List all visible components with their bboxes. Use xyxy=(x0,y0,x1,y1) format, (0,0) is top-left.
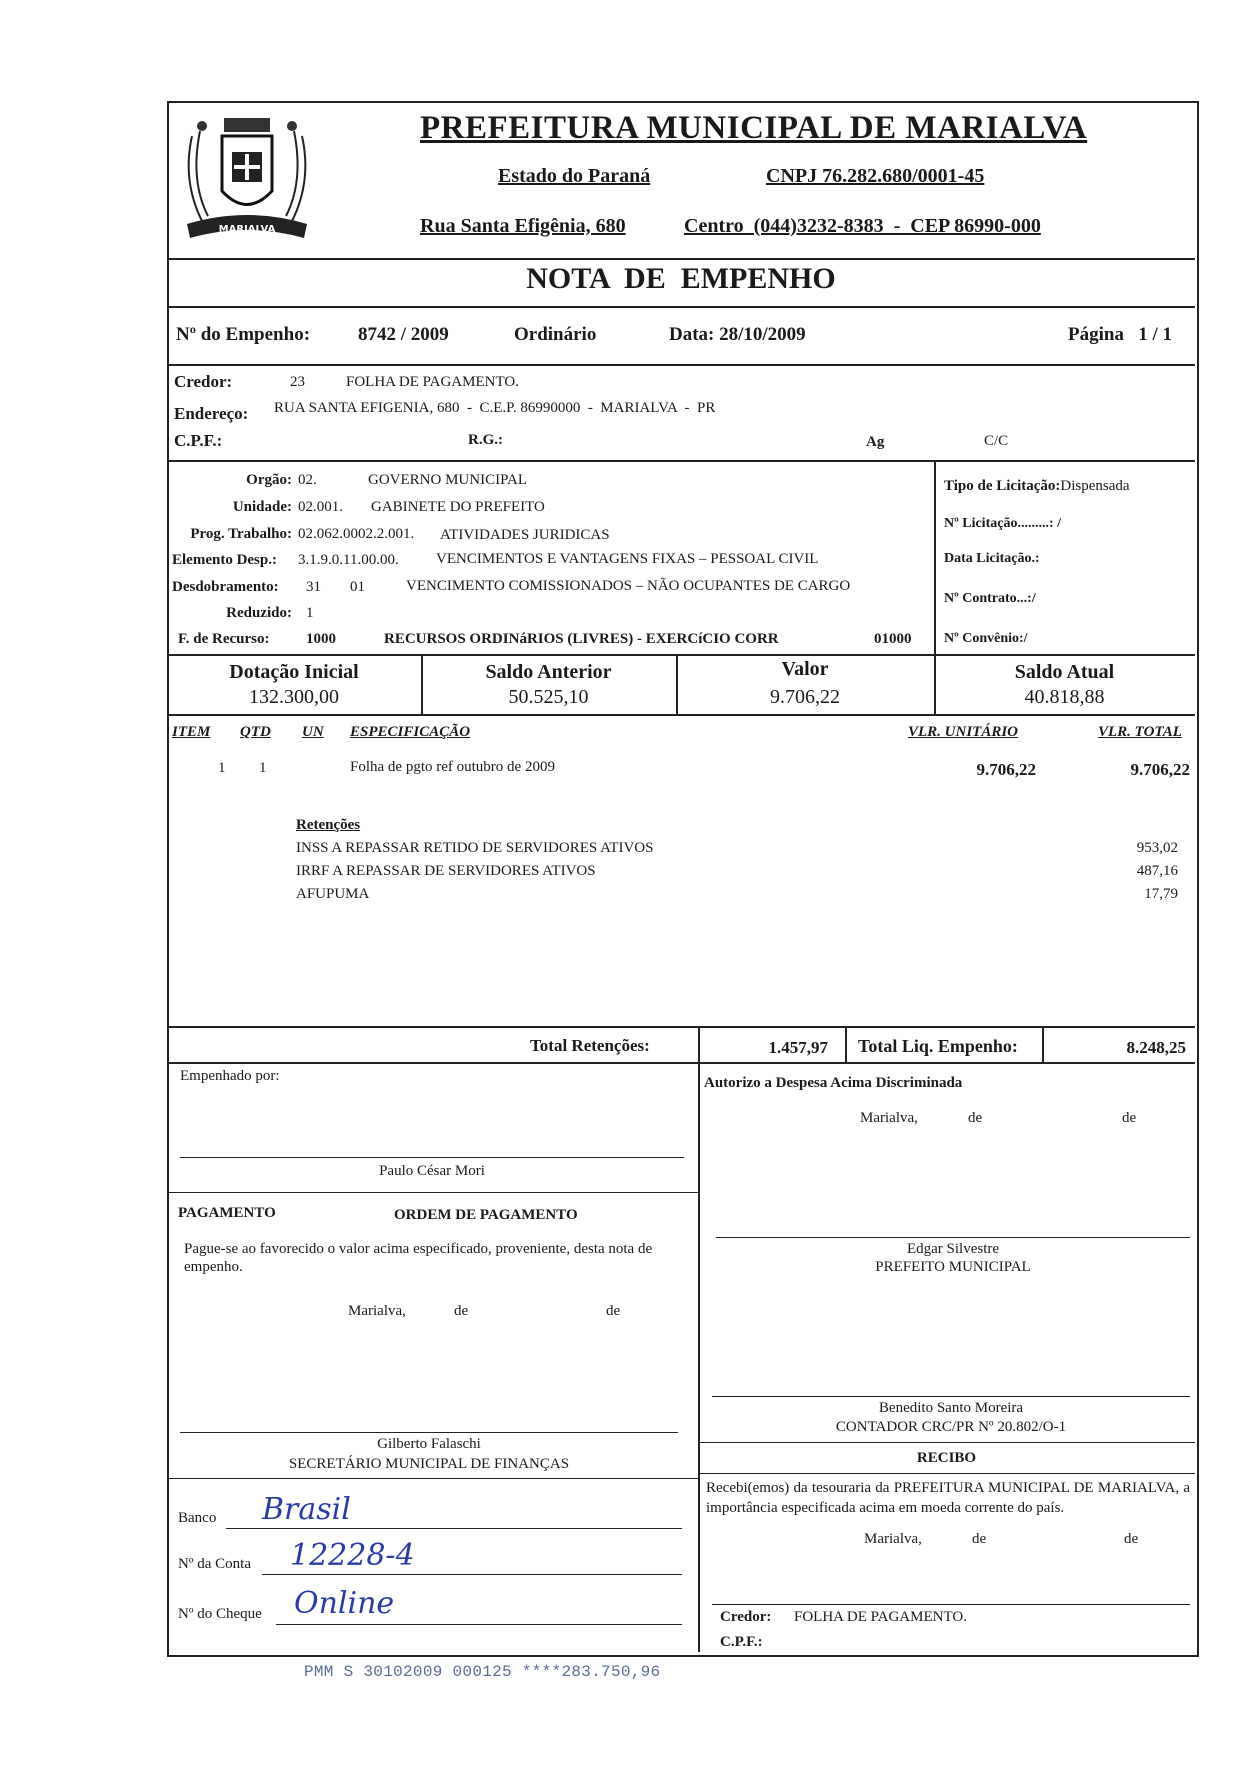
signature-line xyxy=(712,1604,1190,1605)
prog-label: Prog. Trabalho: xyxy=(190,526,292,542)
orgao-label: Orgão: xyxy=(246,472,292,488)
licitacao-tipo-label: Tipo de Licitação: xyxy=(944,478,1061,494)
contact-info: Centro (044)3232-8383 - CEP 86990-000 xyxy=(684,215,1041,237)
recibo-credor-label: Credor: xyxy=(720,1609,772,1625)
column-divider xyxy=(698,1062,700,1652)
coat-of-arms-icon xyxy=(172,106,322,256)
empenho-type: Ordinário xyxy=(514,324,597,345)
right-marialva-1: Marialva, xyxy=(860,1110,918,1126)
retencao-value: 487,16 xyxy=(1136,863,1178,879)
page-title: PREFEITURA MUNICIPAL DE MARIALVA xyxy=(420,110,1088,146)
document-title: NOTA DE EMPENHO xyxy=(526,262,836,295)
dotacao-label: Dotação Inicial xyxy=(229,661,359,683)
licitacao-data: Data Licitação.: xyxy=(944,551,1040,566)
payment-stamp: PMM S 30102009 000125 ****283.750,96 xyxy=(304,1663,661,1681)
desdobramento-label: Desdobramento: xyxy=(172,579,279,595)
banco-hand: Brasil xyxy=(262,1492,351,1527)
recibo-cpf-label: C.P.F.: xyxy=(720,1634,763,1650)
divider xyxy=(167,258,1195,260)
signature-line xyxy=(716,1237,1190,1238)
prog-code: 02.062.0002.2.001. xyxy=(298,526,415,542)
prefeito-cargo: PREFEITO MUNICIPAL xyxy=(875,1259,1031,1275)
reduzido-value: 1 xyxy=(306,605,314,621)
right-de-1a: de xyxy=(968,1110,983,1126)
desdobramento-code: 31 xyxy=(306,579,321,595)
unidade-code: 02.001. xyxy=(298,499,343,515)
pagamento-label: PAGAMENTO xyxy=(178,1205,276,1221)
retencao-value: 953,02 xyxy=(1136,840,1178,856)
cheque-line xyxy=(276,1624,682,1625)
banco-line xyxy=(226,1528,682,1529)
banco-label: Banco xyxy=(178,1510,217,1526)
saldo-anterior-label: Saldo Anterior xyxy=(485,661,612,683)
column-divider xyxy=(1042,1026,1044,1062)
valor-value: 9.706,22 xyxy=(770,686,840,708)
recibo-title: RECIBO xyxy=(916,1450,977,1466)
divider xyxy=(167,654,1195,656)
contador-cargo: CONTADOR CRC/PR Nº 20.802/O-1 xyxy=(835,1419,1067,1435)
divider xyxy=(167,1062,1195,1064)
ag-label: Ag xyxy=(866,434,885,450)
reduzido-label: Reduzido: xyxy=(226,605,292,621)
empenhado-label: Empenhado por: xyxy=(180,1068,280,1084)
column-divider xyxy=(845,1026,847,1062)
credor-label: Credor: xyxy=(174,372,233,391)
page-number: Página 1 / 1 xyxy=(1068,324,1172,345)
licitacao-numero: Nº Licitação.........: / xyxy=(944,516,1061,531)
valor-label: Valor xyxy=(781,658,829,680)
row-valor-unitario: 9.706,22 xyxy=(976,760,1036,779)
pague-text: Pague-se ao favorecido o valor acima especificado, proveniente, desta nota de empenho. xyxy=(184,1241,653,1275)
retencao-desc: AFUPUMA xyxy=(296,886,370,902)
row-item: 1 xyxy=(218,760,226,776)
licitacao-tipo-value: Dispensada xyxy=(1060,478,1130,494)
prefeito-nome: Edgar Silvestre xyxy=(906,1241,1000,1257)
orgao-name: GOVERNO MUNICIPAL xyxy=(368,472,528,488)
divider xyxy=(698,1442,1195,1443)
ordem-pagamento-label: ORDEM DE PAGAMENTO xyxy=(394,1207,578,1223)
right-de-2a: de xyxy=(972,1531,987,1547)
left-de-2: de xyxy=(606,1303,621,1319)
col-qtd: QTD xyxy=(240,724,271,740)
row-especificacao: Folha de pgto ref outubro de 2009 xyxy=(350,759,555,775)
recurso-name: RECURSOS ORDINáRIOS (LIVRES) - EXERCíCIO CORR xyxy=(384,631,779,647)
address: Rua Santa Efigênia, 680 xyxy=(420,215,626,237)
retencao-value: 17,79 xyxy=(1144,886,1178,902)
empenho-date: Data: 28/10/2009 xyxy=(669,324,806,345)
cheque-hand: Online xyxy=(294,1586,395,1621)
col-valor-total: VLR. TOTAL xyxy=(1098,724,1182,740)
rg-label: R.G.: xyxy=(468,432,503,448)
licitacao-contrato: Nº Contrato...:/ xyxy=(944,591,1036,606)
credor-code: 23 xyxy=(290,374,305,390)
unidade-label: Unidade: xyxy=(232,499,292,515)
total-retencoes-label: Total Retenções: xyxy=(530,1036,650,1055)
licitacao-convenio: Nº Convênio:/ xyxy=(944,631,1028,646)
right-de-2b: de xyxy=(1124,1531,1139,1547)
signature-line xyxy=(712,1396,1190,1397)
elemento-code: 3.1.9.0.11.00.00. xyxy=(298,552,399,568)
saldo-atual-value: 40.818,88 xyxy=(1024,686,1105,708)
col-especificacao: ESPECIFICAÇÃO xyxy=(350,724,471,740)
credor-name: FOLHA DE PAGAMENTO. xyxy=(346,374,519,390)
empenho-number: 8742 / 2009 xyxy=(358,324,449,345)
right-marialva-2: Marialva, xyxy=(864,1531,922,1547)
licitacao-tipo xyxy=(944,478,1130,495)
endereco-value: RUA SANTA EFIGENIA, 680 - C.E.P. 86990000 - MARIALVA - PR xyxy=(274,400,716,416)
conta-hand: 12228-4 xyxy=(290,1538,415,1573)
recibo-text: Recebi(emos) da tesouraria da PREFEITURA MUNICIPAL DE MARIALVA, a importância especificada acima em moeda corrente do país. xyxy=(706,1480,1190,1516)
conta-line xyxy=(262,1574,682,1575)
divider xyxy=(167,364,1195,366)
empenhado-nome: Paulo César Mori xyxy=(379,1163,485,1179)
prog-name: ATIVIDADES JURIDICAS xyxy=(440,527,610,543)
divider xyxy=(167,1192,698,1193)
col-valor-unitario: VLR. UNITÁRIO xyxy=(908,724,1019,740)
endereco-label: Endereço: xyxy=(174,404,249,423)
total-retencoes-value: 1.457,97 xyxy=(768,1038,828,1057)
conta-label: Nº da Conta xyxy=(178,1556,251,1572)
recibo-credor-value: FOLHA DE PAGAMENTO. xyxy=(794,1609,967,1625)
cnpj: CNPJ 76.282.680/0001-45 xyxy=(766,165,985,187)
saldo-anterior-value: 50.525,10 xyxy=(508,686,589,708)
retencoes-title: Retenções xyxy=(296,817,361,833)
signature-line xyxy=(180,1157,684,1158)
saldo-atual-label: Saldo Atual xyxy=(1014,661,1115,683)
state-name: Estado do Paraná xyxy=(498,165,651,187)
cheque-label: Nº do Cheque xyxy=(178,1606,262,1622)
secretario-cargo: SECRETÁRIO MUNICIPAL DE FINANÇAS xyxy=(288,1456,570,1472)
retencao-desc: IRRF A REPASSAR DE SERVIDORES ATIVOS xyxy=(296,863,596,879)
total-liquido-label: Total Liq. Empenho: xyxy=(858,1036,1018,1056)
contador-nome: Benedito Santo Moreira xyxy=(878,1400,1024,1416)
logo-text: MARIALVA xyxy=(218,224,276,235)
desdobramento-sub: 01 xyxy=(350,579,365,595)
left-de-1: de xyxy=(454,1303,469,1319)
column-divider xyxy=(934,460,936,654)
signature-line xyxy=(180,1432,678,1433)
divider xyxy=(167,714,1195,716)
recurso-code: 1000 xyxy=(306,631,336,647)
divider xyxy=(167,1478,698,1479)
row-valor-total: 9.706,22 xyxy=(1130,760,1190,779)
autorizo-label: Autorizo a Despesa Acima Discriminada xyxy=(704,1075,963,1091)
elemento-name: VENCIMENTOS E VANTAGENS FIXAS – PESSOAL CIVIL xyxy=(436,551,819,567)
right-de-1b: de xyxy=(1122,1110,1137,1126)
orgao-code: 02. xyxy=(298,472,317,488)
row-qtd: 1 xyxy=(259,760,267,776)
desdobramento-name: VENCIMENTO COMISSIONADOS – NÃO OCUPANTES DE CARGO xyxy=(406,578,851,594)
secretario-nome: Gilberto Falaschi xyxy=(377,1436,481,1452)
unidade-name: GABINETE DO PREFEITO xyxy=(371,499,545,515)
divider xyxy=(167,460,1195,462)
divider xyxy=(167,306,1195,308)
divider xyxy=(167,1026,1195,1028)
cpf-label: C.P.F.: xyxy=(174,431,223,450)
divider xyxy=(698,1473,1195,1474)
retencao-desc: INSS A REPASSAR RETIDO DE SERVIDORES ATIVOS xyxy=(296,840,654,856)
left-marialva: Marialva, xyxy=(348,1303,406,1319)
elemento-label: Elemento Desp.: xyxy=(172,552,277,568)
cc-label: C/C xyxy=(984,433,1009,449)
col-un: UN xyxy=(302,724,324,740)
recurso-code2: 01000 xyxy=(874,631,912,647)
dotacao-value: 132.300,00 xyxy=(249,686,339,708)
empenho-label: Nº do Empenho: xyxy=(176,324,311,345)
col-item: ITEM xyxy=(172,724,211,740)
total-liquido-value: 8.248,25 xyxy=(1126,1038,1186,1057)
recurso-label: F. de Recurso: xyxy=(178,631,270,647)
